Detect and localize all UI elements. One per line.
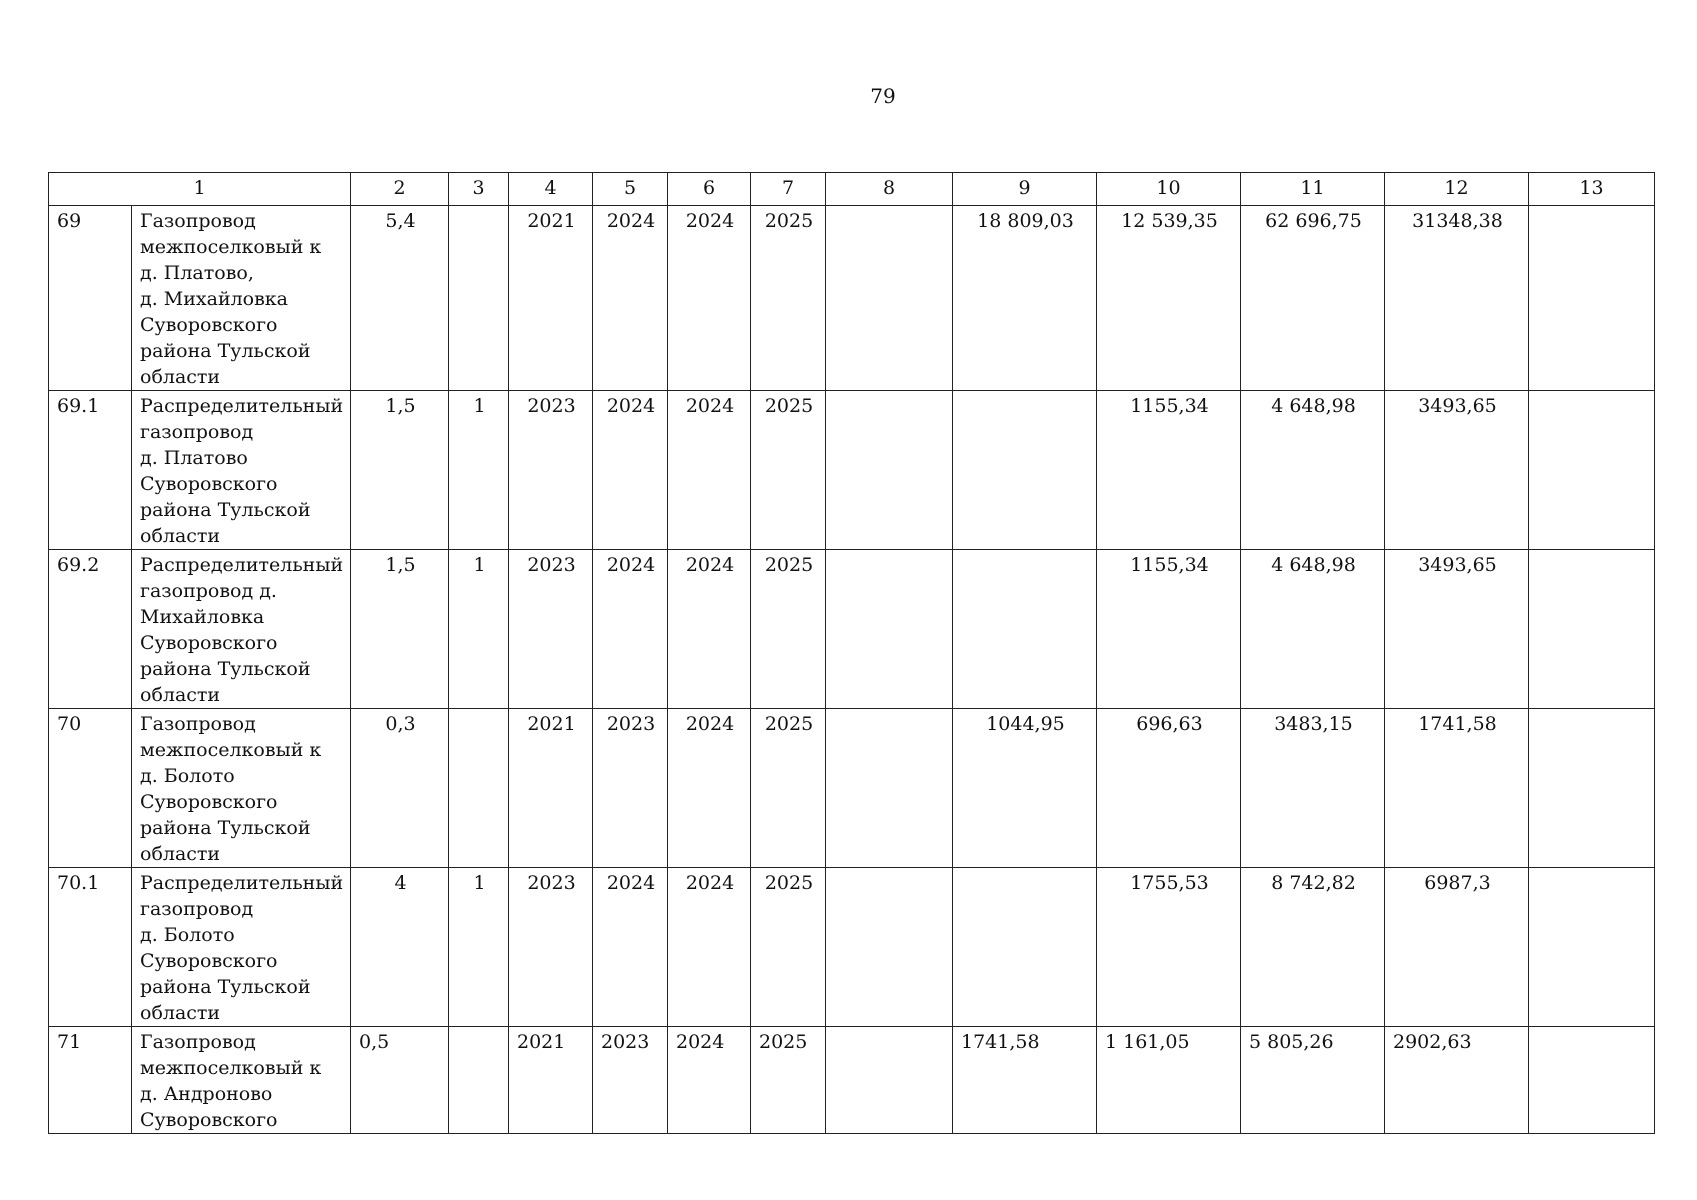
cell: 2024: [668, 391, 751, 550]
cell: 3483,15: [1241, 709, 1385, 868]
cell: 2024: [668, 550, 751, 709]
header-cell: 11: [1241, 173, 1385, 206]
header-cell: 12: [1385, 173, 1529, 206]
row-number: 71: [49, 1027, 132, 1134]
cell: 8 742,82: [1241, 868, 1385, 1027]
header-cell: 1: [49, 173, 351, 206]
cell: [826, 868, 953, 1027]
row-number: 69.2: [49, 550, 132, 709]
cell: 2902,63: [1385, 1027, 1529, 1134]
page-number: 79: [870, 84, 896, 108]
cell: 2024: [593, 868, 668, 1027]
table-header-row: [49, 173, 1655, 206]
cell: 5 805,26: [1241, 1027, 1385, 1134]
cell: 3493,65: [1385, 391, 1529, 550]
cell: 2021: [509, 206, 593, 391]
cell: 2023: [509, 391, 593, 550]
header-cell: 4: [509, 173, 593, 206]
cell: [826, 709, 953, 868]
table-row: [49, 1027, 1655, 1134]
cell: 2025: [751, 709, 826, 868]
cell: 1: [449, 550, 509, 709]
cell: 2023: [593, 1027, 668, 1134]
object-name: Газопровод межпоселковый к д. Платово, д. Михайловка Суворовского района Тульской области: [132, 206, 351, 391]
cell: 1,5: [351, 550, 449, 709]
cell: 3493,65: [1385, 550, 1529, 709]
cell: 2024: [668, 709, 751, 868]
cell: 2025: [751, 550, 826, 709]
cell: 1: [449, 391, 509, 550]
row-number: 70: [49, 709, 132, 868]
object-name: Газопровод межпоселковый к д. Андроново Суворовского: [132, 1027, 351, 1134]
object-name: Распределительный газопровод д. Михайловка Суворовского района Тульской области: [132, 550, 351, 709]
cell: 1755,53: [1097, 868, 1241, 1027]
cell: [1529, 550, 1655, 709]
cell: 2024: [668, 868, 751, 1027]
row-number: 69.1: [49, 391, 132, 550]
object-name: Распределительный газопровод д. Болото Суворовского района Тульской области: [132, 868, 351, 1027]
cell: 2024: [593, 391, 668, 550]
table-row: [49, 206, 1655, 391]
object-name: Газопровод межпоселковый к д. Болото Суворовского района Тульской области: [132, 709, 351, 868]
cell: 5,4: [351, 206, 449, 391]
cell: 2023: [509, 550, 593, 709]
header-cell: 6: [668, 173, 751, 206]
cell: [953, 550, 1097, 709]
table-row: [49, 391, 1655, 550]
cell: [1529, 391, 1655, 550]
header-cell: 3: [449, 173, 509, 206]
header-cell: 10: [1097, 173, 1241, 206]
cell: [449, 206, 509, 391]
header-cell: 7: [751, 173, 826, 206]
cell: [826, 206, 953, 391]
cell: 1 161,05: [1097, 1027, 1241, 1134]
cell: 1155,34: [1097, 391, 1241, 550]
table-row: [49, 550, 1655, 709]
cell: 2023: [509, 868, 593, 1027]
cell: 4 648,98: [1241, 550, 1385, 709]
cell: [826, 550, 953, 709]
row-number: 69: [49, 206, 132, 391]
cell: 18 809,03: [953, 206, 1097, 391]
cell: 2024: [593, 206, 668, 391]
cell: 2025: [751, 391, 826, 550]
cell: [449, 709, 509, 868]
cell: 1155,34: [1097, 550, 1241, 709]
cell: [826, 391, 953, 550]
cell: 2024: [593, 550, 668, 709]
cell: 2025: [751, 206, 826, 391]
cell: [1529, 709, 1655, 868]
cell: 2025: [751, 868, 826, 1027]
header-cell: 9: [953, 173, 1097, 206]
cell: 2024: [668, 1027, 751, 1134]
cell: 1,5: [351, 391, 449, 550]
table-row: [49, 709, 1655, 868]
cell: [1529, 1027, 1655, 1134]
cell: 6987,3: [1385, 868, 1529, 1027]
cell: 2024: [668, 206, 751, 391]
cell: 1741,58: [953, 1027, 1097, 1134]
header-cell: 2: [351, 173, 449, 206]
cell: 4: [351, 868, 449, 1027]
cell: 12 539,35: [1097, 206, 1241, 391]
header-cell: 5: [593, 173, 668, 206]
cell: 2021: [509, 1027, 593, 1134]
cell: 62 696,75: [1241, 206, 1385, 391]
cell: [1529, 868, 1655, 1027]
data-table: [48, 172, 1655, 1134]
cell: 696,63: [1097, 709, 1241, 868]
cell: 0,5: [351, 1027, 449, 1134]
cell: 1: [449, 868, 509, 1027]
cell: 1044,95: [953, 709, 1097, 868]
cell: 4 648,98: [1241, 391, 1385, 550]
cell: 2021: [509, 709, 593, 868]
cell: 0,3: [351, 709, 449, 868]
table-row: [49, 868, 1655, 1027]
header-cell: 8: [826, 173, 953, 206]
cell: [953, 391, 1097, 550]
cell: 2025: [751, 1027, 826, 1134]
cell: [826, 1027, 953, 1134]
cell: [1529, 206, 1655, 391]
cell: [953, 868, 1097, 1027]
cell: 1741,58: [1385, 709, 1529, 868]
cell: [449, 1027, 509, 1134]
header-cell: 13: [1529, 173, 1655, 206]
cell: 2023: [593, 709, 668, 868]
object-name: Распределительный газопровод д. Платово Суворовского района Тульской области: [132, 391, 351, 550]
cell: 31348,38: [1385, 206, 1529, 391]
row-number: 70.1: [49, 868, 132, 1027]
